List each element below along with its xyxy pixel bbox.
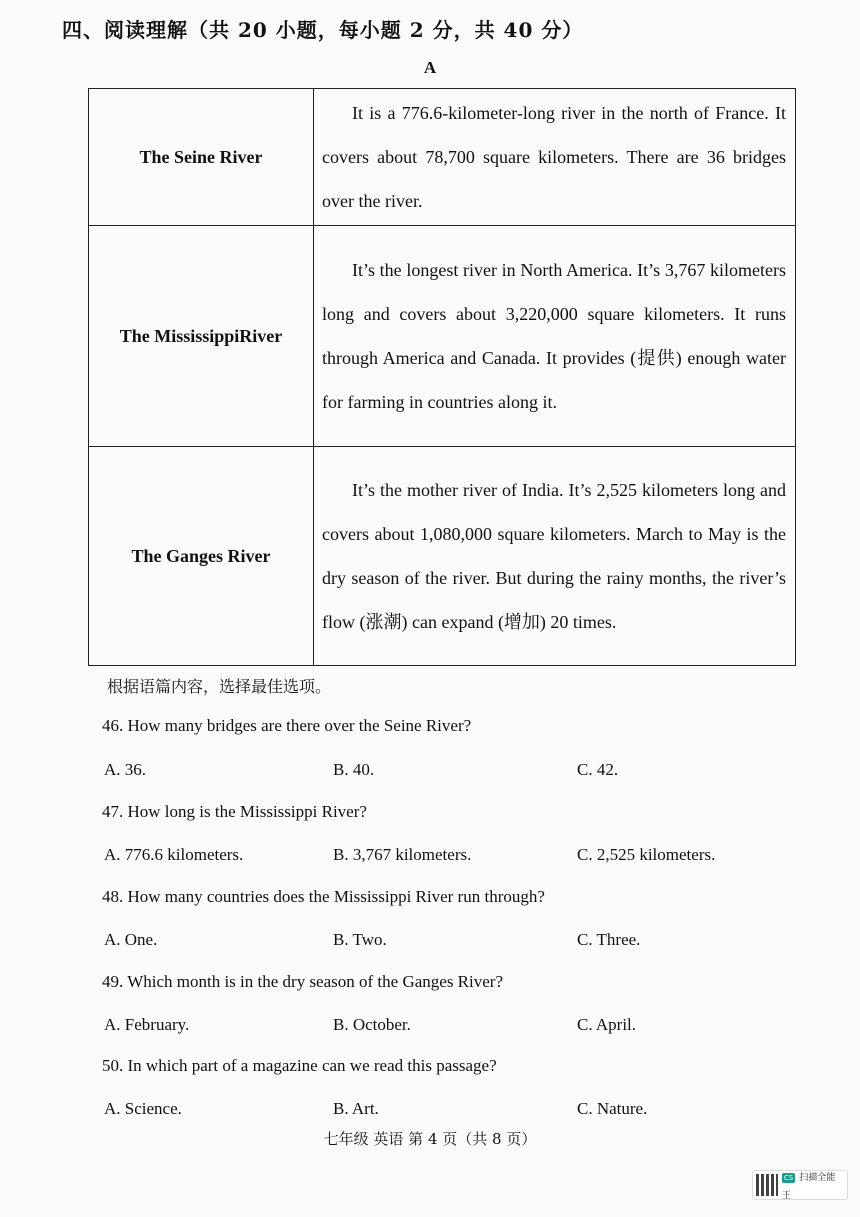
question-49: 49. Which month is in the dry season of the Ganges River? — [102, 972, 503, 991]
scanner-watermark — [752, 1170, 848, 1200]
page-footer: 七年级 英语 第 4 页（共 8 页） — [323, 1130, 537, 1148]
option-a[interactable]: A. 36. — [104, 760, 147, 779]
option-a[interactable]: A. One. — [104, 930, 158, 949]
cs-logo-icon: CS — [783, 1174, 794, 1183]
option-b[interactable]: B. Two. — [333, 930, 387, 949]
option-c[interactable]: C. 2,525 kilometers. — [577, 845, 716, 864]
option-c[interactable]: C. Nature. — [577, 1099, 648, 1118]
table-row — [89, 447, 796, 666]
river-description: It’s the mother river of India. It’s 2,525 kilometers long and covers about 1,080,000 square kilometers. March to May is the dry season of the river. But during the rainy months, the river’s flow (涨潮) can expand (增加) 20 times. — [314, 447, 796, 666]
qr-code-icon — [756, 1174, 778, 1196]
option-b[interactable]: B. 3,767 kilometers. — [333, 845, 472, 864]
river-name: The Seine River — [89, 89, 314, 226]
part-label: A — [423, 58, 437, 77]
option-c[interactable]: C. Three. — [577, 930, 641, 949]
option-c[interactable]: C. April. — [577, 1015, 637, 1034]
option-b[interactable]: B. Art. — [333, 1099, 379, 1118]
option-a[interactable]: A. February. — [104, 1015, 190, 1034]
option-c[interactable]: C. 42. — [577, 760, 619, 779]
river-description: It is a 776.6-kilometer-long river in the north of France. It covers about 78,700 square kilometers. There are 36 bridges over the river. — [314, 89, 796, 226]
section-title: 四、阅读理解（共 20 小题，每小题 2 分，共 40 分） — [62, 18, 584, 42]
scanner-app-name: 扫描全能王 — [781, 1173, 836, 1201]
river-name: The MississippiRiver — [89, 226, 314, 447]
table-row — [89, 226, 796, 447]
table-row — [89, 89, 796, 226]
option-a[interactable]: A. 776.6 kilometers. — [104, 845, 244, 864]
question-47: 47. How long is the Mississippi River? — [102, 802, 367, 821]
river-name: The Ganges River — [89, 447, 314, 666]
option-a[interactable]: A. Science. — [104, 1099, 182, 1118]
question-46: 46. How many bridges are there over the Seine River? — [102, 716, 472, 735]
instruction: 根据语篇内容，选择最佳选项。 — [107, 677, 332, 696]
rivers-table — [88, 88, 796, 666]
question-50: 50. In which part of a magazine can we read this passage? — [102, 1056, 497, 1075]
option-b[interactable]: B. 40. — [333, 760, 375, 779]
question-48: 48. How many countries does the Mississippi River run through? — [102, 887, 545, 906]
option-b[interactable]: B. October. — [333, 1015, 411, 1034]
river-description: It’s the longest river in North America. It’s 3,767 kilometers long and covers about 3,220,000 square kilometers. It runs through America and Canada. It provides (提供) enough water for farming in countries along it. — [314, 226, 796, 447]
